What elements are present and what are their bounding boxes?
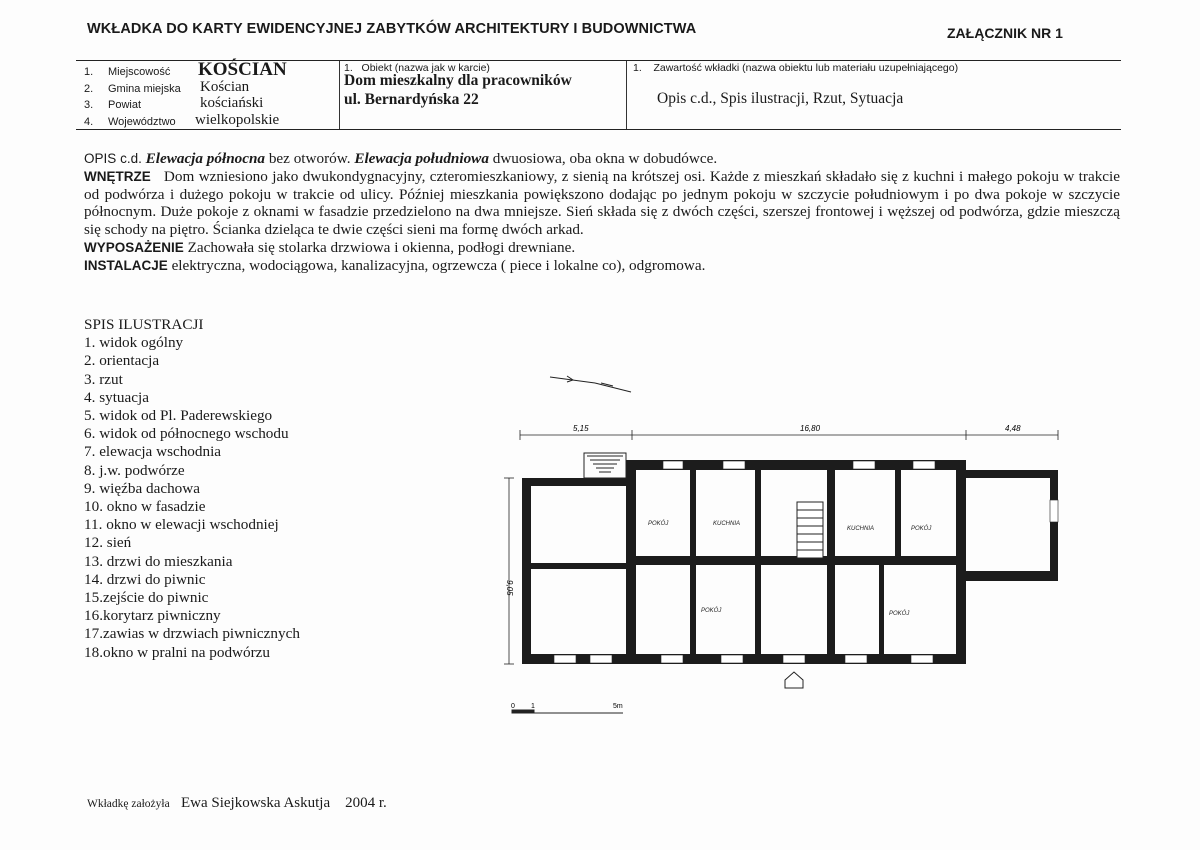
list-item: 11. okno w elewacji wschodniej xyxy=(84,516,279,534)
annex-label: ZAŁĄCZNIK NR 1 xyxy=(947,25,1063,41)
row-number: 1. xyxy=(344,62,353,74)
row-number: 2. xyxy=(84,83,94,95)
room-label: POKÓJ xyxy=(889,611,910,617)
illustrations-title: SPIS ILUSTRACJI xyxy=(84,316,204,333)
form-row-locality xyxy=(84,66,170,78)
list-item: 2. orientacja xyxy=(84,352,160,370)
opis-cd: c.d. xyxy=(120,151,142,166)
scale-bar xyxy=(512,710,623,713)
north-arrow-icon xyxy=(550,376,631,392)
footer-author: Ewa Siejkowska Askutja xyxy=(180,795,331,811)
locality-value: KOŚCIAN xyxy=(198,59,287,80)
contents-value: Opis c.d., Spis ilustracji, Rzut, Sytuacja xyxy=(657,90,904,107)
list-item: 13. drzwi do mieszkania xyxy=(84,552,233,570)
dimension-right: 4,48 xyxy=(1005,424,1021,433)
staircase-icon xyxy=(797,502,823,558)
dimension-height: 9,05 xyxy=(505,580,514,596)
scale-label: 1 xyxy=(531,703,535,710)
row-label: Powiat xyxy=(108,99,142,111)
list-item: 7. elewacja wschodnia xyxy=(84,443,222,461)
object-address: ul. Bernardyńska 22 xyxy=(344,91,479,108)
interior-text: Dom wzniesiono jako dwukondygnacyjny, czteromieszkaniowy, z sienią na krótszej osi. Każde z mieszkań składało się z kuchni i małego pokoju w trakcie od podwórza i dużego pokoju w trakcie od ulicy. Później mieszkania powiększono dodając po jednym pokoju w szczycie południowym i po dwa pokoje w szczycie północnym. Duże pokoje z oknami w fasadzie przedzielono na dwa mniejsze. Sień składa się z dwóch części, szerszej frontowej i węższej od podwórza, gdzie mieszczą się schody na piętro. Ścianka dzieląca te dwie części sieni ma formę dwóch arkad. xyxy=(84,167,1120,239)
illustrations-list xyxy=(84,316,300,662)
record-form-table xyxy=(76,60,1121,130)
object-name: Dom mieszkalny dla pracowników xyxy=(344,72,572,89)
opis-paragraph xyxy=(84,150,1120,168)
entrance-marker-icon xyxy=(785,672,803,688)
municipality-value: Kościan xyxy=(200,79,250,95)
district-value: kościański xyxy=(200,95,264,111)
opis-label: OPIS xyxy=(84,151,117,166)
installations-label: INSTALACJE xyxy=(84,257,168,273)
scale-label: 0 xyxy=(511,703,515,710)
installations-text: elektryczna, wodociągowa, kanalizacyjna, ogrzewcza ( piece i lokalne co), odgromowa. xyxy=(171,256,706,274)
form-row-municipality xyxy=(84,83,181,95)
north-elevation-text: bez otworów. xyxy=(268,150,351,167)
scale-label: 5m xyxy=(613,703,623,710)
list-item: 12. sień xyxy=(84,534,132,552)
list-item: 9. więźba dachowa xyxy=(84,479,200,497)
room-label: POKÓJ xyxy=(911,526,932,532)
column-divider xyxy=(626,61,627,129)
footer-year: 2004 r. xyxy=(345,795,387,811)
list-item: 15.zejście do piwnic xyxy=(84,589,209,607)
room-label: POKÓJ xyxy=(648,521,669,527)
equipment-paragraph xyxy=(84,239,1120,257)
list-item: 14. drzwi do piwnic xyxy=(84,570,206,588)
room-label: POKÓJ xyxy=(701,608,722,614)
list-item: 10. okno w fasadzie xyxy=(84,498,206,516)
room-label: KUCHNIA xyxy=(713,521,741,527)
floor-plan xyxy=(495,370,1075,720)
installations-paragraph xyxy=(84,257,1120,275)
south-elevation-text: dwuosiowa, oba okna w dobudówce. xyxy=(492,150,718,167)
list-item: 18.okno w pralni na podwórzu xyxy=(84,643,271,661)
row-number: 1. xyxy=(84,66,94,78)
row-label: Gmina miejska xyxy=(108,83,181,95)
document-title: WKŁADKA DO KARTY EWIDENCYJNEJ ZABYTKÓW ARCHITEKTURY I BUDOWNICTWA xyxy=(87,21,697,37)
list-item: 8. j.w. podwórze xyxy=(84,461,185,479)
staircase-icon xyxy=(584,453,626,478)
footer-signature xyxy=(87,795,387,812)
building-walls xyxy=(522,460,1058,664)
list-item: 5. widok od Pl. Paderewskiego xyxy=(84,407,273,425)
list-item: 17.zawias w drzwiach piwnicznych xyxy=(84,625,300,643)
object-label: Obiekt (nazwa jak w karcie) xyxy=(361,62,490,74)
footer-prefix: Wkładkę założyła xyxy=(87,798,170,810)
equipment-text: Zachowała się stolarka drzwiowa i okienna, podłogi drewniane. xyxy=(187,238,576,256)
interior-paragraph xyxy=(84,168,1120,239)
north-elevation-title: Elewacja północna xyxy=(145,150,266,167)
list-item: 3. rzut xyxy=(84,370,123,388)
row-number: 1. xyxy=(633,62,642,74)
contents-label-row xyxy=(633,62,958,74)
list-item: 1. widok ogólny xyxy=(84,334,184,352)
form-row-voivodeship xyxy=(84,116,176,128)
description-block xyxy=(84,150,1120,275)
row-label: Województwo xyxy=(108,116,176,128)
interior-label: WNĘTRZE xyxy=(84,168,151,184)
list-item: 4. sytuacja xyxy=(84,388,149,406)
row-number: 3. xyxy=(84,99,94,111)
row-number: 4. xyxy=(84,116,94,128)
voivodeship-value: wielkopolskie xyxy=(195,112,280,128)
column-divider xyxy=(339,61,340,129)
form-row-district xyxy=(84,99,141,111)
room-label: KUCHNIA xyxy=(847,526,875,532)
dimension-left: 5,15 xyxy=(573,424,589,433)
equipment-label: WYPOSAŻENIE xyxy=(84,239,184,255)
contents-label: Zawartość wkładki (nazwa obiektu lub materiału uzupełniającego) xyxy=(653,62,959,74)
row-label: Miejscowość xyxy=(108,66,171,78)
dimension-middle: 16,80 xyxy=(800,424,821,433)
south-elevation-title: Elewacja południowa xyxy=(354,150,489,167)
list-item: 16.korytarz piwniczny xyxy=(84,607,221,625)
list-item: 6. widok od północnego wschodu xyxy=(84,425,289,443)
